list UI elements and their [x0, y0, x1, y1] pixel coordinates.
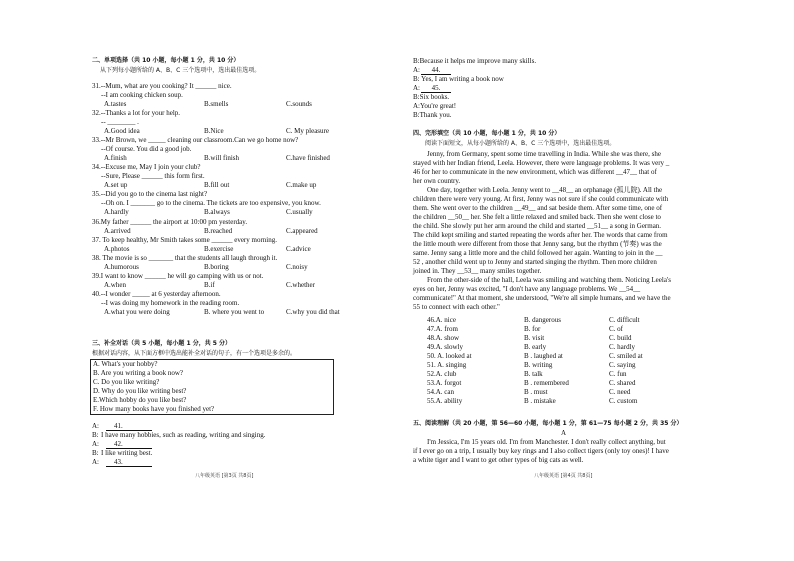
option-b: B.will finish: [204, 154, 240, 162]
question-response: -- ________ .: [101, 118, 139, 126]
question-stem: 36.My father ______ the airport at 10:00 pm yesterday.: [92, 218, 248, 226]
option-c: C. My pleasure: [286, 127, 329, 135]
choice-option: B . remembered: [524, 379, 569, 387]
option-c: C.appeared: [286, 227, 318, 235]
speaker-label: A:: [92, 422, 99, 430]
speaker-label: A:: [92, 458, 99, 466]
choice-option: 52.A. club: [427, 370, 457, 378]
question-stem: 33.--Mr Brown, we _____ cleaning our classroom.Can we go home now?: [92, 136, 299, 144]
dialogue-line: B:Because it helps me improve many skills.: [413, 57, 537, 65]
choice-option: B. writing: [524, 361, 553, 369]
option-b: B.Nice: [204, 127, 224, 135]
box-option: A. What's your hobby?: [93, 360, 158, 368]
dialogue-line: I have many hobbies, such as reading, writing and singing.: [101, 431, 266, 439]
choice-option: 53.A. forgot: [427, 379, 462, 387]
reading-line: if I ever go on a trip, I usually buy key rings and I also collect tigers (only toy ones)! I have: [413, 447, 669, 455]
passage-line: The child kept smiling and started repeating the words after her. The words that came from: [413, 231, 668, 239]
dialogue-line: I like writing best.: [101, 449, 153, 457]
passage-line: One day, together with Leela. Jenny went to __48__ an orphanage (孤儿院). All the: [427, 186, 663, 194]
question-stem: 39.I want to know ______ he will go camping with us or not.: [92, 272, 264, 280]
section2-instructions: 从下列每小题所给的 A、B、C 三个选项中，选出最佳选项。: [100, 67, 261, 74]
passage-letter: A: [561, 429, 567, 437]
option-c: C.sounds: [286, 100, 312, 108]
reading-line: I'm Jessica, I'm 15 years old. I'm from Manchester. I don't really collect anything, but: [427, 438, 666, 446]
box-option: F. How many books have you finished yet?: [93, 405, 215, 413]
option-c: C.whether: [286, 281, 315, 289]
option-a: A.Good idea: [104, 127, 140, 135]
passage-line: the child. She slowly put her arm around the child and started __51__ a song in German.: [413, 222, 662, 230]
answer-blank: 42.: [106, 440, 152, 449]
passage-line: 52 , another child went up to Jenny and started singing the rhythm. Then more children: [413, 258, 657, 266]
passage-line: stayed with her Indian friend, Leela. However, there were language problems. It was very _: [413, 159, 670, 167]
choice-option: B . laughed at: [524, 352, 563, 360]
option-c: C.usually: [286, 208, 313, 216]
option-b: B.reached: [204, 227, 233, 235]
passage-line: communicate!" At that moment, she understood, "We're all simple humans, and we have the: [413, 294, 671, 302]
choice-option: C. build: [609, 334, 632, 342]
question-stem: 38. The movie is so _______ that the students all laugh through it.: [92, 254, 278, 262]
option-a: A.photos: [104, 245, 130, 253]
box-option: D. Why do you like writing best?: [93, 387, 187, 395]
choice-option: C. difficult: [609, 316, 640, 324]
page-footer: 八年级英语 [第3页 共8页]: [195, 473, 254, 479]
dialogue-line: B:Six books.: [413, 93, 450, 101]
passage-line: them. She went over to the children __49__ and sat beside them. After some time, one of: [413, 204, 663, 212]
passage-line: the little mouth were different from those that Jenny sang, but the rhythm (节奏) was the: [413, 240, 662, 248]
option-b: B.boring: [204, 263, 229, 271]
choice-option: 48.A. show: [427, 334, 460, 342]
option-a: A.when: [104, 281, 126, 289]
choice-option: 50. A. looked at: [427, 352, 472, 360]
question-response: --I am cooking chicken soup.: [101, 91, 183, 99]
choice-option: C. of: [609, 325, 623, 333]
option-a: A.what you were doing: [104, 308, 170, 316]
choice-option: B. talk: [524, 370, 543, 378]
option-b: B.exercise: [204, 245, 234, 253]
passage-line: same. Jenny sang a little more and the child followed her again. Wanting to join in the __: [413, 249, 663, 257]
choice-option: C. saying: [609, 361, 636, 369]
passage-line: eyes on her, Jenny was excited, "I don't have any language problems. We __54__: [413, 285, 641, 293]
box-option: C. Do you like writing?: [93, 378, 160, 386]
option-c: C.why you did that: [286, 308, 340, 316]
question-stem: 37. To keep healthy, Mr Smith takes some ______ every morning.: [92, 236, 277, 244]
choice-option: 47.A. from: [427, 325, 458, 333]
choice-option: C. custom: [609, 397, 638, 405]
choice-option: B . mistake: [524, 397, 556, 405]
passage-line: joined in. They __53__ many smiles together.: [413, 267, 542, 275]
reading-line: a white tiger and I want to get other types of big cats as well.: [413, 456, 584, 464]
option-b: B.fill out: [204, 181, 230, 189]
passage-line: Jenny, from Germany, spent some time travelling in India. While she was there, she: [427, 150, 661, 158]
section5-title: 五、阅读理解（共 20 小题，第 56—60 小题，每小题 1 分，第 61—75 每小题 2 分，共 35 分）: [413, 420, 683, 427]
choice-option: 51. A. singing: [427, 361, 467, 369]
option-b: B.if: [204, 281, 215, 289]
dialogue-line: B:Thank you.: [413, 111, 452, 119]
question-stem: 32.--Thanks a lot for your help.: [92, 109, 181, 117]
passage-line: 55 to connect with each other.": [413, 303, 500, 311]
question-stem: 40.--I wonder _____ at 6 yesterday afternoon.: [92, 290, 221, 298]
box-option: B. Are you writing a book now?: [93, 369, 184, 377]
option-a: A.hardly: [104, 208, 129, 216]
question-response: --Of course. You did a good job.: [101, 145, 192, 153]
speaker-label: B:: [92, 449, 99, 457]
passage-line: the children __50__ her. She felt a little relaxed and smiled back. Then she went close to: [413, 213, 661, 221]
choice-option: 46.A. nice: [427, 316, 456, 324]
option-c: C.have finished: [286, 154, 330, 162]
option-a: A.set up: [104, 181, 128, 189]
section3-title: 三、补全对话（共 5 小题，每小题 1 分，共 5 分）: [92, 340, 232, 347]
speaker-label: A:: [92, 440, 99, 448]
passage-line: children there were very young. At first, Jenny was not sure if she could communicate with: [413, 195, 669, 203]
passage-line: 46 for her to communicate in the new environment, which was different __47__ that of: [413, 168, 657, 176]
question-response: --I was doing my homework in the reading room.: [101, 299, 240, 307]
passage-line: From the other-side of the hall, Leela was smiling and watching them. Noticing Leela's: [427, 276, 671, 284]
speaker-label: B:: [92, 431, 99, 439]
dialogue-line: A:: [413, 84, 420, 92]
options-box: [90, 359, 334, 415]
choice-option: B . must: [524, 388, 548, 396]
section4-title: 四、完形填空（共 10 小题，每小题 1 分，共 10 分）: [413, 130, 561, 137]
choice-option: B. early: [524, 343, 547, 351]
answer-blank: 41.: [106, 422, 152, 431]
choice-option: 54.A. can: [427, 388, 455, 396]
option-c: C.make up: [286, 181, 317, 189]
question-response: --Oh on. I _______ go to the cinema. The tickets are too expensive, you know.: [101, 199, 321, 207]
section3-instructions: 根据对话内容，从下面方框中选出能补全对话的句子，有一个选项是多余的。: [92, 350, 297, 357]
choice-option: C. need: [609, 388, 631, 396]
choice-option: 55.A. ability: [427, 397, 463, 405]
option-a: A.finish: [104, 154, 127, 162]
option-b: B.always: [204, 208, 230, 216]
choice-option: C. smiled at: [609, 352, 643, 360]
dialogue-line: B: Yes, I am writing a book now: [413, 75, 504, 83]
answer-blank: 44.: [421, 66, 451, 75]
dialogue-line: A:You're great!: [413, 102, 457, 110]
option-a: A.arrived: [104, 227, 131, 235]
answer-blank: 45.: [421, 84, 451, 93]
section4-instructions: 阅读下面短文，从每小题所给的 A、B、C 三个选项中，选出最佳选项。: [425, 140, 616, 147]
option-b: B.smells: [204, 100, 229, 108]
choice-option: C. hardly: [609, 343, 636, 351]
option-c: C.advice: [286, 245, 311, 253]
answer-blank: 43.: [106, 458, 152, 467]
page-footer-right: 八年级英语 [第4页 共8页]: [534, 473, 593, 479]
choice-option: B. dangerous: [524, 316, 561, 324]
choice-option: C. fun: [609, 370, 627, 378]
passage-line: her own country.: [413, 177, 461, 185]
choice-option: B. visit: [524, 334, 545, 342]
option-c: C.noisy: [286, 263, 308, 271]
choice-option: 49.A. slowly: [427, 343, 463, 351]
option-b: B. where you went to: [204, 308, 265, 316]
box-option: E.Which hobby do you like best?: [93, 396, 187, 404]
choice-option: B. for: [524, 325, 541, 333]
choice-option: C. shared: [609, 379, 636, 387]
option-a: A.humorous: [104, 263, 139, 271]
question-stem: 35.--Did you go to the cinema last night?: [92, 190, 208, 198]
dialogue-line: A:: [413, 66, 420, 74]
question-response: --Sure, Please ______ this form first.: [101, 172, 205, 180]
option-a: A.tastes: [104, 100, 127, 108]
question-stem: 34.--Excuse me, May I join your club?: [92, 163, 201, 171]
question-stem: 31.--Mum, what are you cooking? It ______ nice.: [92, 82, 232, 90]
section2-title: 二、单项选择（共 10 小题，每小题 1 分，共 10 分）: [92, 57, 240, 64]
